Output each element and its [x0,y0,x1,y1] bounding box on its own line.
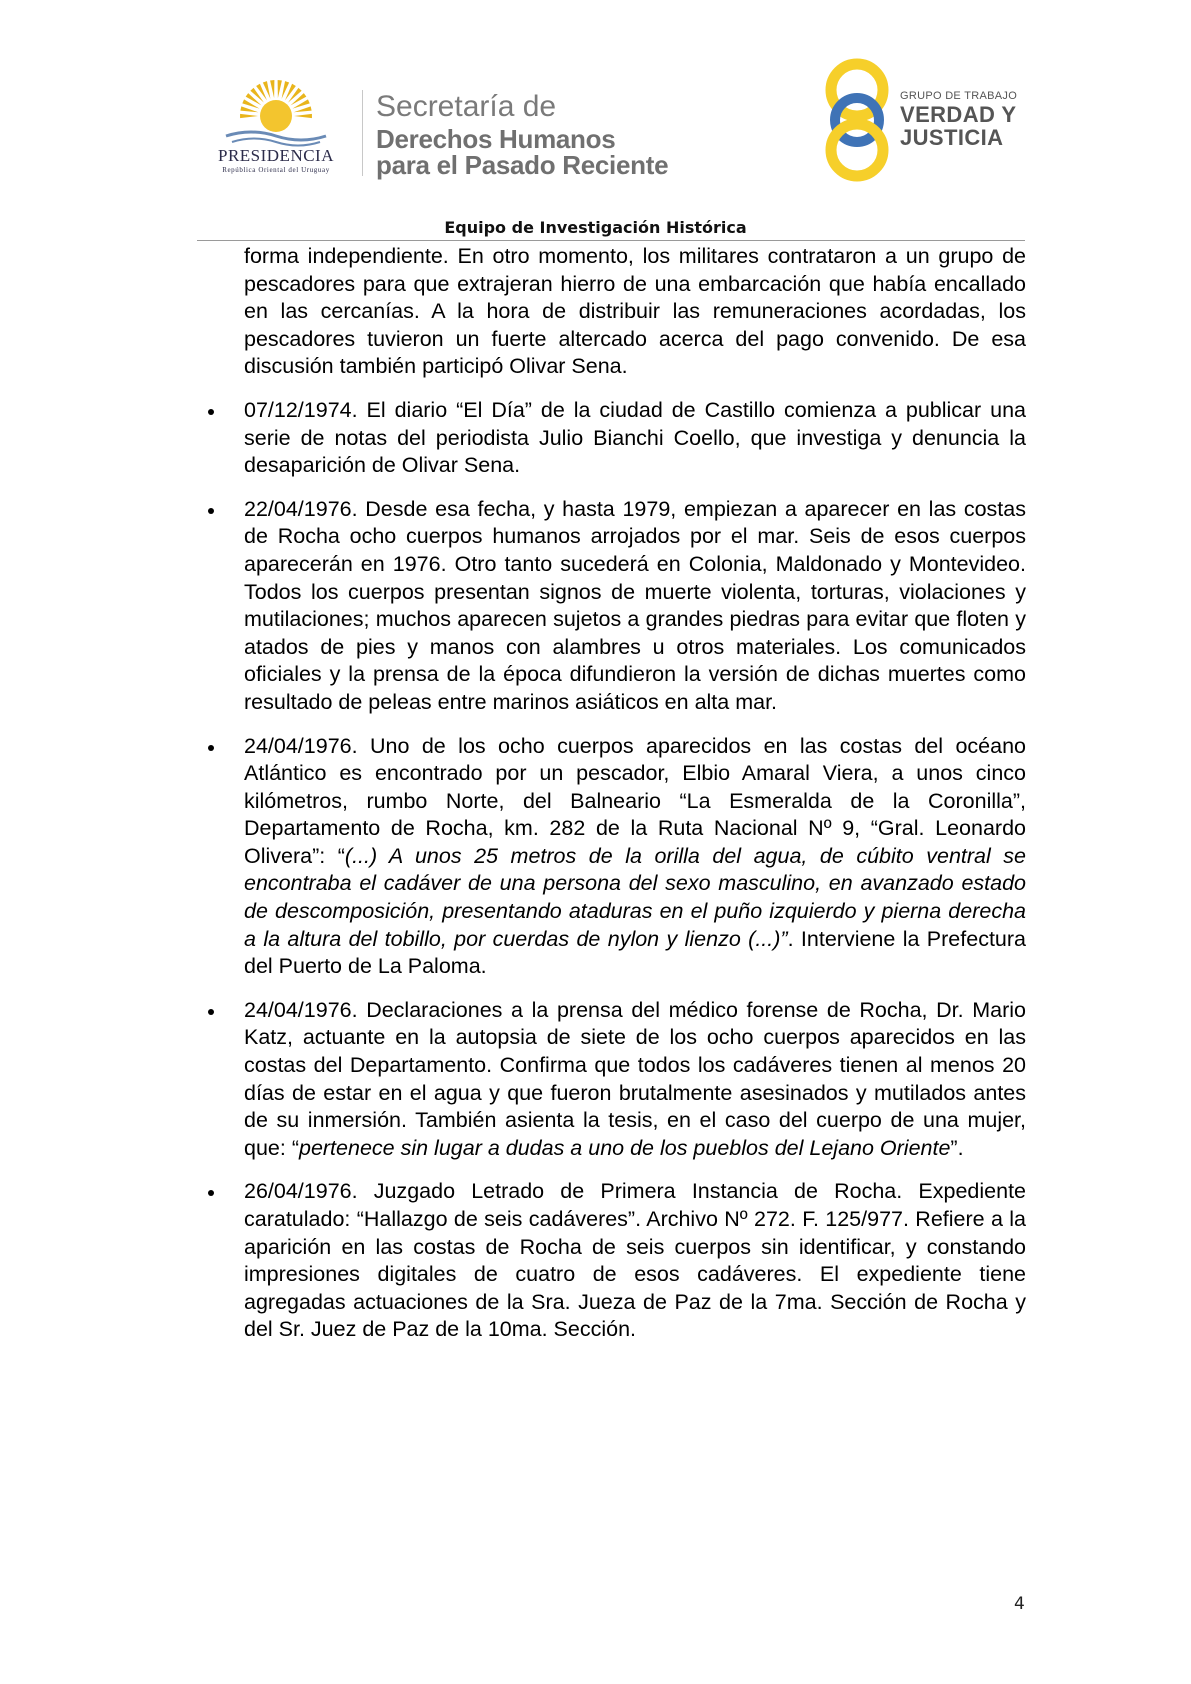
list-item [244,997,1026,1163]
vj-group-label: GRUPO DE TRABAJO [900,90,1018,102]
list-item-text: 22/04/1976. Desde esa fecha, y hasta 1979, empiezan a aparecer en las costas de Rocha ocho cuerpos humanos arrojados por el mar. Seis de esos cuerpos aparecerán en 1976. Otro tanto sucederá en Colonia, Maldonado y Montevideo. Todos los cuerpos presentan signos de muerte violenta, torturas, violaciones y mutilaciones; muchos aparecen sujetos a grandes piedras para evitar que floten y atados de pies y manos con alambres u otros materiales. Los comunicados oficiales y la prensa de la época difundieron la versión de dichas muertes como resultado de peleas entre marinos asiáticos en alta mar. [244,496,1026,714]
secretaria-line-1: Secretaría de [376,90,557,123]
bullet-icon [208,1190,214,1196]
document-body [244,243,1026,1360]
list-item [244,496,1026,717]
bullet-icon [208,508,214,514]
list-item-text-part: ”. [950,1135,964,1160]
list-item [244,397,1026,480]
secretaria-line-3: para el Pasado Reciente [376,150,669,180]
list-item [244,1178,1026,1344]
verdad-justicia-rings-logo [822,56,892,184]
header-divider [362,90,363,176]
list-item-text-part: 24/04/1976. Uno de los ocho cuerpos aparecidos en las costas del océano Atlántico es encontrado por un pescador, Elbio Amaral Viera, a unos cinco kilómetros, rumbo Norte, del Balneario “La Esmeralda de la Coronilla”, Departamento de Rocha, km. 282 de la Ruta Nacional Nº 9, “Gral. Leonardo Olivera”: “ [244,733,1026,868]
list-item-text: 26/04/1976. Juzgado Letrado de Primera Instancia de Rocha. Expediente caratulado: “Hallazgo de seis cadáveres”. Archivo Nº 272. F. 125/977. Refiere a la aparición en las costas de Rocha de seis cuerpos sin identificar, y constando impresiones digitales de cuatro de esos cadáveres. El expediente tiene agregadas actuaciones de la Sra. Jueza de Paz de la 7ma. Sección de Rocha y del Sr. Juez de Paz de la 10ma. Sección. [244,1179,1026,1342]
presidencia-subtitle: República Oriental del Uruguay [222,166,330,174]
list-item-text [244,733,1026,981]
list-item-text-part: . Interviene la Prefectura del Puerto de La Paloma. [244,926,1026,979]
list-item-text: 07/12/1974. El diario “El Día” de la ciudad de Castillo comienza a publicar una serie de notas del periodista Julio Bianchi Coello, que investiga y denuncia la desaparición de Olivar Sena. [244,397,1026,478]
presidencia-wordmark: PRESIDENCIA [217,146,334,165]
vj-title-line-2: JUSTICIA [900,125,1004,150]
quoted-testimony: (...) A unos 25 metros de la orilla del agua, de cúbito ventral se encontraba el cadáver de una persona del sexo masculino, en avanzado estado de descomposición, presentando ataduras en el puño izquierdo y pierna derecha a la altura del tobillo, por cuerdas de nylon y lienzo (...)” [244,843,1026,951]
team-heading: Equipo de Investigación Histórica [444,218,747,237]
bullet-icon [208,1009,214,1015]
bullet-icon [208,745,214,751]
continuation-paragraph: forma independiente. En otro momento, los militares contrataron a un grupo de pescadores para que extrajeran hierro de una embarcación que había encallado en las cercanías. A la hora de distribuir las remuneraciones acordadas, los pescadores tuvieron un fuerte altercado acerca del pago convenido. De esa discusión también participó Olivar Sena. [244,244,1026,379]
list-item-text [244,997,1026,1163]
page-header [0,0,1191,240]
header-rule [197,240,1025,241]
bullet-icon [208,409,214,415]
list-item-text-part: 24/04/1976. Declaraciones a la prensa del médico forense de Rocha, Dr. Mario Katz, actuante en la autopsia de siete de los ocho cuerpos aparecidos en las costas del Departamento. Confirma que todos los cadáveres tienen al menos 20 días de estar en el agua y que fueron brutalmente asesinados y mutilados antes de su inmersión. También asienta la tesis, en el caso del cuerpo de una mujer, que: “ [244,997,1026,1160]
secretaria-line-2: Derechos Humanos [376,124,616,154]
quoted-statement: pertenece sin lugar a dudas a uno de los pueblos del Lejano Oriente [298,1135,951,1160]
page-number: 4 [1014,1594,1025,1614]
vj-title-line-1: VERDAD Y [900,102,1017,127]
list-item [244,733,1026,981]
